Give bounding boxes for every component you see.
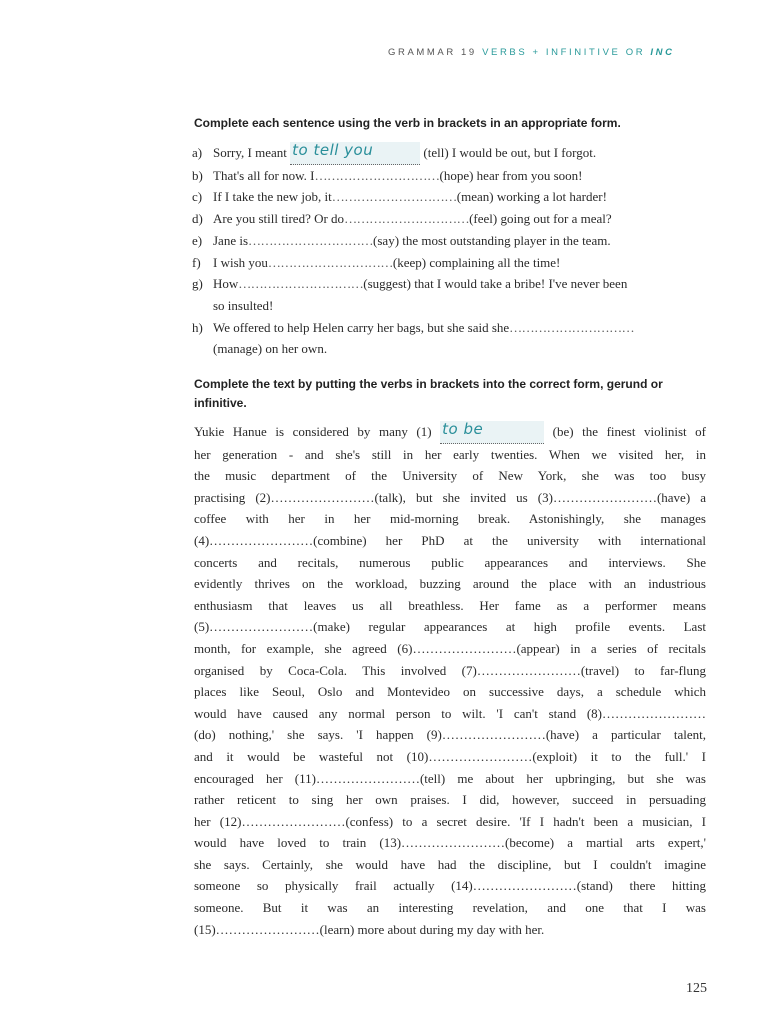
exercise-item-rest: (hope) hear from you soon! <box>439 167 583 183</box>
passage-first-before: Yukie Hanue is considered by many (1) <box>194 424 441 439</box>
exercise-item-text: That's all for now. I <box>213 167 315 183</box>
exercise-item-letter: h) <box>192 319 203 335</box>
passage-line: her generation - and she's still in her early twenties. When we visited her, in <box>194 446 706 462</box>
exercise-item <box>192 208 712 230</box>
passage-line: someone so physically frail actually (14)……………………(stand) there hitting <box>194 878 706 894</box>
exercise-item-rest: (tell) I would be out, but I forgot. <box>420 145 597 160</box>
answer-blank-a[interactable] <box>290 142 420 165</box>
page-header <box>388 47 704 58</box>
passage-line: places like Seoul, Oslo and Montevideo on successive days, a schedule which <box>194 684 706 700</box>
passage-line: (do) nothing,' she says. 'I happen (9)……………………(have) a particular talent, <box>194 727 706 743</box>
exercise-item-text: Sorry, I meant <box>213 145 291 160</box>
passage-line: (4)……………………(combine) her PhD at the university with international <box>194 532 706 548</box>
passage-line: would have loved to train (13)……………………(become) a martial arts expert,' <box>194 835 706 851</box>
exercise-item-rest: (suggest) that I would take a bribe! I've never been <box>363 276 628 292</box>
answer-blank[interactable]: ………………………… <box>331 189 457 205</box>
answer-blank[interactable]: ………………………… <box>238 276 364 292</box>
exercise-item-text: We offered to help Helen carry her bags, but she said she <box>213 319 510 335</box>
answer-blank-1[interactable] <box>440 421 544 444</box>
exercise-item-letter: f) <box>192 254 201 270</box>
exercise-item-text: How <box>213 276 239 292</box>
exercise-item <box>192 230 712 252</box>
passage-line: her (12)……………………(confess) to a secret desire. 'If I hadn't been a musician, I <box>194 813 706 829</box>
passage-text <box>194 421 706 940</box>
exercise-item-rest: (keep) complaining all the time! <box>392 254 561 270</box>
instruction-2: Complete the text by putting the verbs in brackets into the correct form, gerund or infinitive. <box>194 377 663 410</box>
exercise-item-letter: b) <box>192 167 203 183</box>
handwritten-answer-1: to be <box>442 420 484 438</box>
answer-blank[interactable]: ………………………… <box>344 211 470 227</box>
exercise-item-text: Jane is <box>213 232 249 248</box>
exercise-item <box>192 252 712 274</box>
answer-blank[interactable]: ………………………… <box>509 319 635 335</box>
page-number: 125 <box>686 981 707 996</box>
handwritten-answer-a: to tell you <box>292 141 374 159</box>
passage-line: encouraged her (11)……………………(tell) me about her upbringing, but she was <box>194 770 706 786</box>
exercise-item-letter: e) <box>192 232 203 248</box>
passage-line: coffee with her in her mid-morning break. Astonishingly, she manages <box>194 511 706 527</box>
instruction-1: Complete each sentence using the verb in brackets in an appropriate form. <box>194 116 621 130</box>
exercise-item <box>192 273 712 295</box>
exercise-item <box>192 142 712 165</box>
passage-line: month, for example, she agreed (6)……………………(appear) in a series of recitals <box>194 640 706 656</box>
passage-line: (5)……………………(make) regular appearances at high profile events. Last <box>194 619 706 635</box>
exercise-item-letter: d) <box>192 211 203 227</box>
exercise-item-letter: a) <box>192 145 203 160</box>
exercise-item <box>192 186 712 208</box>
exercise-item-rest: (say) the most outstanding player in the team. <box>373 232 611 248</box>
exercise-item-rest: (mean) working a lot harder! <box>456 189 607 205</box>
answer-blank[interactable]: ………………………… <box>248 232 374 248</box>
passage-line: the music department of the University of New York, she was too busy <box>194 468 706 484</box>
exercise-item-letter: c) <box>192 189 203 205</box>
passage-line: practising (2)……………………(talk), but she invited us (3)……………………(have) a <box>194 489 706 505</box>
exercise-item <box>192 165 712 187</box>
exercise-item-letter: g) <box>192 276 203 292</box>
passage-line: someone. But it was an interesting revelation, and one that I was <box>194 900 706 916</box>
exercise-item <box>192 295 712 317</box>
exercise-item <box>192 338 712 360</box>
passage-line: concerts and recitals, numerous public appearances and interviews. She <box>194 554 706 570</box>
exercise-item-continuation: so insulted! <box>213 297 274 313</box>
passage-line: she says. Certainly, she would have had the discipline, but I couldn't imagine <box>194 856 706 872</box>
passage-line-first <box>194 421 706 444</box>
passage-line: evidently thrives on the workload, buzzing around the place with an industrious <box>194 576 706 592</box>
exercise-item-rest: (feel) going out for a meal? <box>469 211 612 227</box>
exercise-item-text: I wish you <box>213 254 268 270</box>
passage-line: organised by Coca-Cola. This involved (7)……………………(travel) to far-flung <box>194 662 706 678</box>
passage-line: rather reticent to sing her own praises. I did, however, succeed in persuading <box>194 792 706 808</box>
passage-line: (15)……………………(learn) more about during my day with her. <box>194 921 545 937</box>
header-topic-end: INC <box>650 47 675 58</box>
exercise-1 <box>192 142 712 360</box>
passage-first-after: (be) the finest violinist of <box>544 424 707 439</box>
answer-blank[interactable]: ………………………… <box>314 167 440 183</box>
header-grammar: GRAMMAR 19 <box>388 47 477 58</box>
passage-line: and it would be wasteful not (10)……………………(exploit) it to the full.' I <box>194 748 706 764</box>
exercise-item-text: If I take the new job, it <box>213 189 332 205</box>
passage-line: would have caused any normal person to wilt. 'I can't stand (8)…………………… <box>194 705 706 721</box>
exercise-item-text: Are you still tired? Or do <box>213 211 345 227</box>
answer-blank[interactable]: ………………………… <box>267 254 393 270</box>
header-topic: VERBS + INFINITIVE OR <box>482 47 646 58</box>
exercise-item <box>192 317 712 339</box>
passage-line: enthusiasm that leaves us all breathless. Her fame as a performer means <box>194 597 706 613</box>
exercise-item-continuation: (manage) on her own. <box>213 341 328 357</box>
